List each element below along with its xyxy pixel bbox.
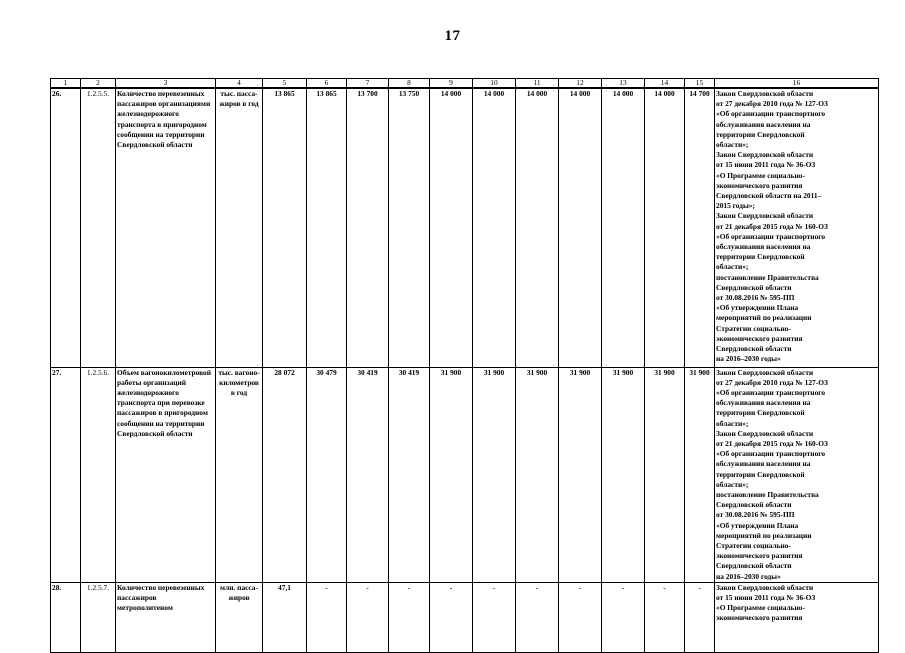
indicator-value: 31 900 (645, 367, 685, 582)
indicator-value: - (347, 582, 389, 652)
row-number: 28. (51, 582, 81, 652)
legal-basis-line: «Об организации транспортного (716, 231, 826, 241)
indicator-value: 31 900 (685, 367, 715, 582)
row-number: 26. (51, 88, 81, 367)
column-number: 5 (263, 79, 307, 89)
table-row (51, 367, 879, 582)
column-number: 4 (216, 79, 263, 89)
indicator-value: - (307, 582, 347, 652)
indicator-value: 14 000 (602, 88, 645, 367)
column-number: 13 (602, 79, 645, 89)
legal-basis-line: Закон Свердловской области (716, 211, 814, 221)
legal-basis-line: территории Свердловской (716, 469, 805, 479)
table-row (51, 582, 879, 652)
legal-basis (715, 367, 879, 582)
indicator-value: - (389, 582, 430, 652)
legal-basis-line: постановление Правительства (716, 272, 819, 282)
indicator-name: Количество перевезенных пассажиров метрополитеном (116, 582, 216, 652)
indicator-value: - (559, 582, 602, 652)
legal-basis-line: Закон Свердловской области (716, 582, 814, 592)
legal-basis-line: Свердловской области на 2011– (716, 191, 822, 201)
indicator-value: 13 865 (307, 88, 347, 367)
indicator-value: - (430, 582, 473, 652)
legal-basis-line: области»; (716, 418, 749, 428)
column-number: 9 (430, 79, 473, 89)
legal-basis-line: области»; (716, 479, 749, 489)
column-number: 2 (81, 79, 116, 89)
legal-basis-line: «Об организации транспортного (716, 109, 826, 119)
legal-basis-line: Свердловской области (716, 500, 792, 510)
indicator-value: 31 900 (559, 367, 602, 582)
legal-basis-line: обслуживания населения на (716, 398, 811, 408)
legal-basis-line: Стратегии социально- (716, 323, 791, 333)
unit-of-measure: млн. пасса-жиров (216, 582, 263, 652)
row-number: 27. (51, 367, 81, 582)
indicator-value: 14 000 (645, 88, 685, 367)
legal-basis-line: от 15 июня 2011 года № 36-ОЗ (716, 592, 816, 602)
indicator-value: 30 419 (347, 367, 389, 582)
indicator-value: 30 419 (389, 367, 430, 582)
legal-basis-line: территории Свердловской (716, 408, 805, 418)
legal-basis-line: обслуживания населения на (716, 459, 811, 469)
indicator-value: 14 000 (516, 88, 559, 367)
legal-basis-line: «О Программе социально- (716, 603, 805, 613)
legal-basis-line: экономического развития (716, 551, 803, 561)
column-number: 12 (559, 79, 602, 89)
indicator-value: 13 865 (263, 88, 307, 367)
indicator-value: 31 900 (602, 367, 645, 582)
legal-basis-line: Закон Свердловской области (716, 150, 814, 160)
indicator-value: 31 900 (430, 367, 473, 582)
legal-basis-line: области»; (716, 262, 749, 272)
indicator-value: 30 479 (307, 367, 347, 582)
column-number: 7 (347, 79, 389, 89)
legal-basis (715, 88, 879, 367)
legal-basis-line: от 15 июня 2011 года № 36-ОЗ (716, 160, 816, 170)
legal-basis-line: экономического развития (716, 180, 803, 190)
indicator-value: - (473, 582, 516, 652)
column-number: 8 (389, 79, 430, 89)
column-number: 10 (473, 79, 516, 89)
legal-basis-line: «Об организации транспортного (716, 387, 826, 397)
indicator-value: 14 000 (473, 88, 516, 367)
indicator-code: 1.2.5.6. (81, 367, 116, 582)
legal-basis-line: на 2016–2030 годы» (716, 354, 781, 364)
indicator-name: Объем вагонокилометровой работы организаций железнодорожного транспорта при перевозке пассажиров в пригородном сообщении на территории Свердловской области (116, 367, 216, 582)
legal-basis-line: обслуживания населения на (716, 242, 811, 252)
indicators-table (50, 78, 879, 653)
indicator-value: - (645, 582, 685, 652)
legal-basis-line: постановление Правительства (716, 489, 819, 499)
column-number: 3 (116, 79, 216, 89)
legal-basis-line: обслуживания населения на (716, 119, 811, 129)
table-row (51, 88, 879, 367)
legal-basis-line: Свердловской области (716, 561, 792, 571)
indicator-value: - (516, 582, 559, 652)
legal-basis-line: Свердловской области (716, 282, 792, 292)
column-number: 14 (645, 79, 685, 89)
legal-basis (715, 582, 879, 652)
column-number: 16 (715, 79, 879, 89)
column-number: 1 (51, 79, 81, 89)
legal-basis-line: «Об утверждении Плана (716, 303, 799, 313)
indicator-value: 47,1 (263, 582, 307, 652)
indicator-value: 14 700 (685, 88, 715, 367)
legal-basis-line: от 27 декабря 2010 года № 127-ОЗ (716, 377, 828, 387)
legal-basis-line: экономического развития (716, 613, 803, 623)
legal-basis-line: области»; (716, 140, 749, 150)
indicator-value: 13 750 (389, 88, 430, 367)
column-numbers-row (51, 79, 879, 89)
indicator-value: 31 900 (516, 367, 559, 582)
legal-basis-line: от 21 декабря 2015 года № 160-ОЗ (716, 438, 828, 448)
page-number: 17 (444, 28, 461, 44)
legal-basis-line: от 30.08.2016 № 595-ПП (716, 293, 795, 303)
legal-basis-line: от 21 декабря 2015 года № 160-ОЗ (716, 221, 828, 231)
legal-basis-line: «Об утверждении Плана (716, 520, 799, 530)
unit-of-measure: тыс. пасса-жиров в год (216, 88, 263, 367)
column-number: 6 (307, 79, 347, 89)
indicator-value: 14 000 (430, 88, 473, 367)
indicator-value: 14 000 (559, 88, 602, 367)
legal-basis-line: мероприятий по реализации (716, 530, 812, 540)
indicator-name: Количество перевезенных пассажиров организациями железнодорожного транспорта в пригородном сообщении на территории Свердловской области (116, 88, 216, 367)
legal-basis-line: «О Программе социально- (716, 170, 805, 180)
indicator-value: 28 072 (263, 367, 307, 582)
indicator-code: 1.2.5.7. (81, 582, 116, 652)
legal-basis-line: от 27 декабря 2010 года № 127-ОЗ (716, 99, 828, 109)
legal-basis-line: Закон Свердловской области (716, 428, 814, 438)
column-number: 11 (516, 79, 559, 89)
legal-basis-line: на 2016–2030 годы» (716, 571, 781, 581)
indicator-value: - (685, 582, 715, 652)
column-number: 15 (685, 79, 715, 89)
unit-of-measure: тыс. вагоно-километров в год (216, 367, 263, 582)
legal-basis-line: «Об организации транспортного (716, 449, 826, 459)
legal-basis-line: территории Свердловской (716, 129, 805, 139)
legal-basis-line: Свердловской области (716, 344, 792, 354)
legal-basis-line: от 30.08.2016 № 595-ПП (716, 510, 795, 520)
legal-basis-line: мероприятий по реализации (716, 313, 812, 323)
legal-basis-line: Стратегии социально- (716, 540, 791, 550)
legal-basis-line: экономического развития (716, 333, 803, 343)
legal-basis-line: Закон Свердловской области (716, 89, 814, 98)
legal-basis-line: территории Свердловской (716, 252, 805, 262)
indicator-value: 13 700 (347, 88, 389, 367)
indicator-value: - (602, 582, 645, 652)
indicator-code: 1.2.5.5. (81, 88, 116, 367)
indicator-value: 31 900 (473, 367, 516, 582)
legal-basis-line: 2015 годы»; (716, 201, 755, 211)
legal-basis-line: Закон Свердловской области (716, 367, 814, 377)
